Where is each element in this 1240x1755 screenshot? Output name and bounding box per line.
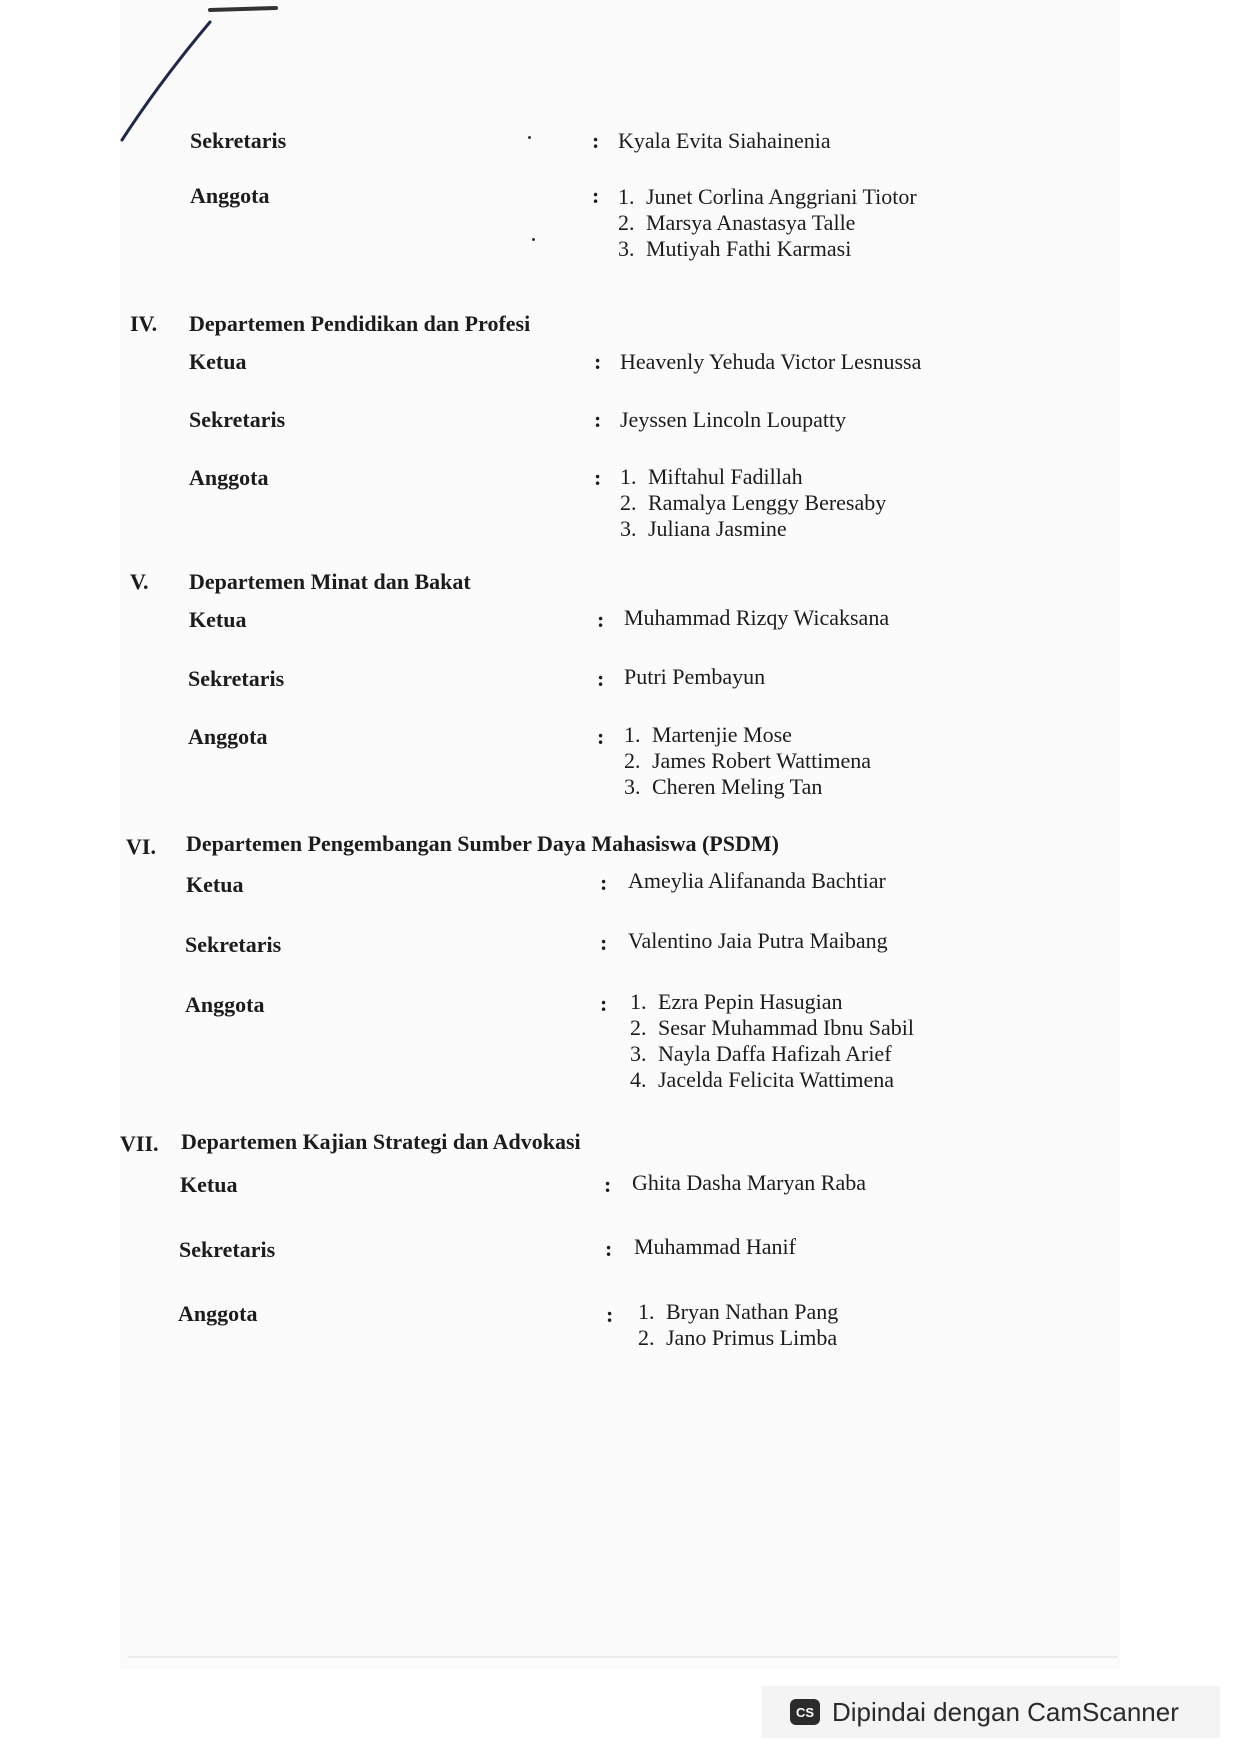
list-item: 2. Jano Primus Limba — [638, 1325, 838, 1350]
ketua-name: Ameylia Alifananda Bachtiar — [628, 868, 886, 893]
label-ketua: Ketua — [180, 1172, 238, 1197]
list-item: 3. Juliana Jasmine — [620, 516, 787, 541]
label-sekretaris: Sekretaris — [185, 932, 282, 957]
colon: : — [606, 1302, 614, 1327]
section-title: Departemen Pendidikan dan Profesi — [189, 311, 531, 336]
speck — [532, 238, 535, 241]
colon: : — [597, 666, 605, 691]
label-anggota: Anggota — [189, 465, 269, 490]
colon: : — [594, 407, 602, 432]
speck — [528, 136, 531, 139]
label-sekretaris: Sekretaris — [179, 1237, 276, 1262]
label-ketua: Ketua — [186, 872, 244, 897]
section-number: V. — [130, 569, 149, 594]
list-item: 1. Junet Corlina Anggriani Tiotor — [618, 184, 917, 209]
list-item: 1. Martenjie Mose — [624, 722, 792, 747]
sekretaris-name: Muhammad Hanif — [634, 1234, 796, 1259]
section-title: Departemen Minat dan Bakat — [189, 569, 471, 594]
label-anggota: Anggota — [178, 1301, 258, 1326]
label-sekretaris: Sekretaris — [190, 128, 287, 153]
ketua-name: Ghita Dasha Maryan Raba — [632, 1170, 866, 1195]
colon: : — [594, 349, 602, 374]
list-item: 1. Bryan Nathan Pang — [638, 1299, 839, 1324]
sekretaris-name: Putri Pembayun — [624, 664, 766, 689]
colon: : — [597, 724, 605, 749]
colon: : — [600, 991, 608, 1016]
ketua-name: Heavenly Yehuda Victor Lesnussa — [620, 349, 922, 374]
label-ketua: Ketua — [189, 607, 247, 632]
list-item: 2. Marsya Anastasya Talle — [618, 210, 856, 235]
section-number: VII. — [120, 1131, 159, 1156]
colon: : — [594, 465, 602, 490]
anggota-list — [630, 989, 914, 1093]
colon: : — [605, 1236, 613, 1261]
colon: : — [600, 870, 608, 895]
sekretaris-name: Valentino Jaia Putra Maibang — [628, 928, 888, 953]
label-anggota: Anggota — [188, 724, 268, 749]
section-title: Departemen Kajian Strategi dan Advokasi — [181, 1129, 581, 1154]
colon: : — [597, 607, 605, 632]
colon: : — [592, 183, 600, 208]
label-anggota: Anggota — [190, 183, 270, 208]
anggota-list — [620, 464, 886, 542]
sekretaris-name: Jeyssen Lincoln Loupatty — [620, 407, 847, 432]
sekretaris-name: Kyala Evita Siahainenia — [618, 128, 831, 153]
section-number: VI. — [126, 834, 156, 859]
ketua-name: Muhammad Rizqy Wicaksana — [624, 605, 890, 630]
label-sekretaris: Sekretaris — [188, 666, 285, 691]
camscanner-logo-icon: CS — [790, 1699, 820, 1725]
camscanner-text: Dipindai dengan CamScanner — [832, 1696, 1179, 1727]
anggota-list — [618, 184, 917, 262]
label-sekretaris: Sekretaris — [189, 407, 286, 432]
colon: : — [604, 1172, 612, 1197]
colon: : — [600, 930, 608, 955]
section-number: IV. — [130, 311, 158, 336]
section-title: Departemen Pengembangan Sumber Daya Mahasiswa (PSDM) — [186, 831, 779, 856]
list-item: 3. Nayla Daffa Hafizah Arief — [630, 1041, 892, 1066]
list-item: 2. Sesar Muhammad Ibnu Sabil — [630, 1015, 915, 1040]
list-item: 1. Miftahul Fadillah — [620, 464, 803, 489]
label-ketua: Ketua — [189, 349, 247, 374]
anggota-list — [638, 1299, 838, 1351]
anggota-list — [624, 722, 871, 800]
list-item: 3. Cheren Meling Tan — [624, 774, 823, 799]
list-item: 2. Ramalya Lenggy Beresaby — [620, 490, 887, 515]
scan-edge — [128, 1656, 1118, 1658]
list-item: 1. Ezra Pepin Hasugian — [630, 989, 843, 1014]
list-item: 4. Jacelda Felicita Wattimena — [630, 1067, 895, 1092]
list-item: 3. Mutiyah Fathi Karmasi — [618, 236, 852, 261]
colon: : — [592, 128, 600, 153]
list-item: 2. James Robert Wattimena — [624, 748, 871, 773]
camscanner-watermark — [762, 1686, 1220, 1738]
label-anggota: Anggota — [185, 992, 265, 1017]
